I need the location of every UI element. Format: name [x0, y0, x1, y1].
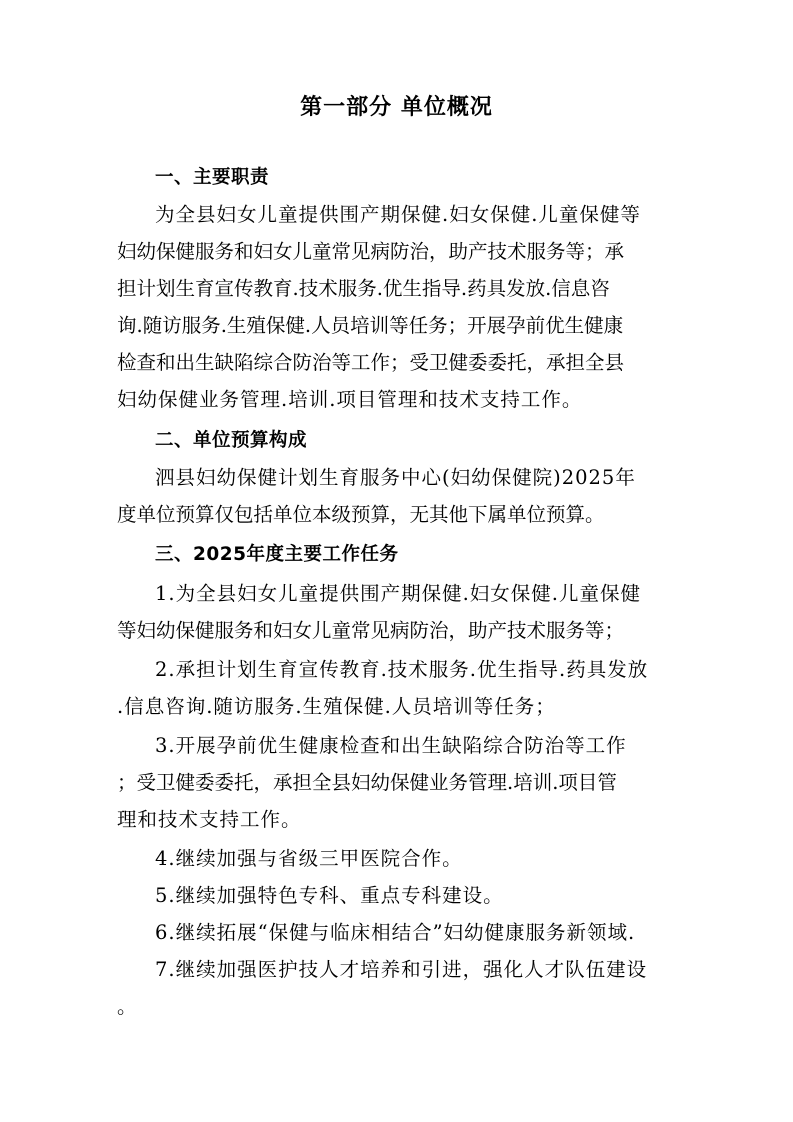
task-item-4: 4.继续加强与省级三甲医院合作。 — [155, 847, 463, 870]
task-item-1: 1.为全县妇女儿童提供围产期保健.妇女保健.儿童保健 — [155, 582, 642, 605]
paragraph-line: 询.随访服务.生殖保健.人员培训等任务；开展孕前优生健康 — [117, 314, 624, 337]
task-item-3: 3.开展孕前优生健康检查和出生缺陷综合防治等工作 — [155, 734, 627, 757]
paragraph-line: 理和技术支持工作。 — [117, 808, 302, 831]
paragraph-line: 为全县妇女儿童提供围产期保健.妇女保健.儿童保健等 — [155, 203, 641, 226]
page-title: 第一部分 单位概况 — [300, 95, 493, 120]
paragraph-line: 担计划生育宣传教育.技术服务.优生指导.药具发放.信息咨 — [117, 277, 610, 300]
paragraph-line: 妇幼保健业务管理.培训.项目管理和技术支持工作。 — [117, 388, 583, 411]
paragraph-line: 妇幼保健服务和妇女儿童常见病防治，助产技术服务等；承 — [117, 240, 625, 263]
paragraph-line: ；受卫健委委托，承担全县妇幼保健业务管理.培训.项目管 — [117, 771, 617, 794]
paragraph-line: 泗县妇幼保健计划生育服务中心(妇幼保健院)2025年 — [155, 466, 636, 489]
paragraph-line: 。 — [117, 995, 138, 1018]
task-item-2: 2.承担计划生育宣传教育.技术服务.优生指导.药具发放 — [155, 658, 649, 681]
task-item-7: 7.继续加强医护技人才培养和引进，强化人才队伍建设 — [155, 958, 648, 981]
paragraph-line: .信息咨询.随访服务.生殖保健.人员培训等任务； — [117, 695, 556, 718]
task-item-6: 6.继续拓展“保健与临床相结合”妇幼健康服务新领域. — [155, 921, 636, 944]
paragraph-line: 等妇幼保健服务和妇女儿童常见病防治，助产技术服务等； — [117, 619, 625, 642]
paragraph-line: 检查和出生缺陷综合防治等工作；受卫健委委托，承担全县 — [117, 351, 625, 374]
section-heading-duties: 一、主要职责 — [155, 167, 270, 188]
section-heading-budget: 二、单位预算构成 — [155, 430, 308, 451]
task-item-5: 5.继续加强特色专科、重点专科建设。 — [155, 884, 504, 907]
paragraph-line: 度单位预算仅包括单位本级预算，无其他下属单位预算。 — [117, 503, 605, 526]
section-heading-tasks: 三、2025年度主要工作任务 — [155, 544, 399, 565]
